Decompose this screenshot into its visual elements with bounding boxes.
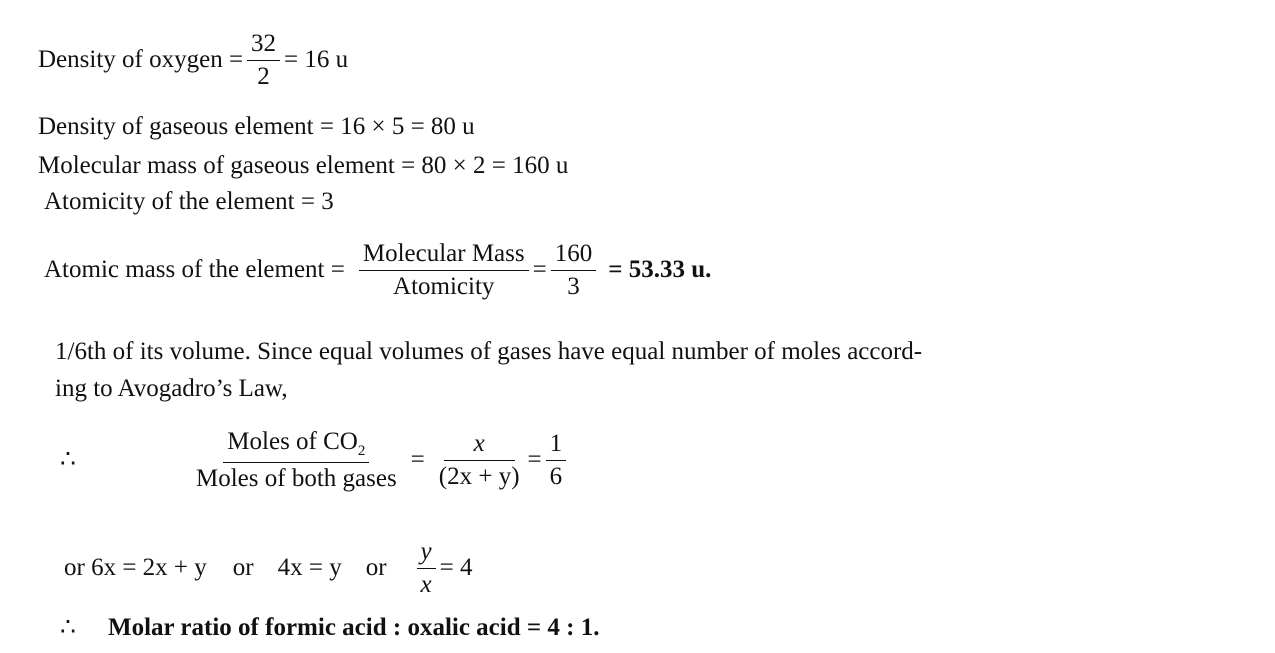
y-numerator: y: [417, 538, 436, 569]
moles-ratio-equals-1: =: [410, 446, 425, 474]
oxygen-density-label: Density of oxygen =: [38, 46, 244, 74]
gas-density-line: [38, 113, 475, 141]
atomic-mass-result: = 53.33 u.: [608, 256, 712, 284]
conclusion-line: [60, 614, 599, 642]
value-denominator: 3: [567, 272, 580, 300]
molecular-mass-line: [38, 152, 568, 180]
y-over-x-fraction: [417, 538, 436, 598]
x-denominator: (2x + y): [438, 462, 520, 490]
atomicity-denominator: Atomicity: [393, 272, 495, 300]
equation-result: = 4: [439, 554, 473, 582]
molecular-mass-numerator: Molecular Mass: [359, 240, 529, 271]
equation-part-3: 4x = y: [277, 554, 342, 582]
equation-part-4: or: [365, 554, 387, 582]
moles-co2-fraction: [192, 428, 401, 492]
oxygen-density-fraction: [247, 30, 280, 90]
atomic-mass-line: [44, 240, 711, 300]
equation-part-2: or: [232, 554, 254, 582]
conclusion-therefore: ∴: [60, 614, 76, 641]
atomic-mass-label: Atomic mass of the element =: [44, 256, 345, 284]
volume-text-line-2: [55, 375, 288, 403]
volume-text-2: ing to Avogadro’s Law,: [55, 375, 288, 402]
one-sixth-fraction: [546, 430, 567, 490]
molecular-mass-over-atomicity-fraction: [359, 240, 529, 300]
co2-subscript: 2: [357, 443, 366, 459]
x-denominator-2: x: [420, 570, 432, 598]
therefore-symbol: ∴: [60, 446, 76, 474]
gas-density-text: Density of gaseous element = 16 × 5 = 80 u: [38, 113, 475, 140]
moles-both-denominator: Moles of both gases: [196, 464, 397, 492]
x-numerator: x: [444, 430, 515, 461]
volume-text-line-1: [55, 338, 922, 366]
oxygen-density-numerator: 32: [247, 30, 280, 61]
equation-chain-line: [64, 538, 473, 598]
atomicity-text: Atomicity of the element = 3: [44, 188, 334, 215]
x-fraction: [435, 430, 524, 490]
volume-text-1: 1/6th of its volume. Since equal volumes of gases have equal number of moles accord-: [55, 338, 923, 365]
six-denominator: 6: [549, 462, 563, 490]
moles-co2-text: Moles of CO: [227, 428, 358, 455]
atomic-mass-equals: =: [532, 256, 547, 284]
equation-part-1: or 6x = 2x + y: [64, 554, 207, 582]
moles-co2-numerator: [223, 428, 369, 463]
oxygen-density-line: [38, 30, 348, 90]
conclusion-text: Molar ratio of formic acid : oxalic acid = 4 : 1.: [108, 614, 600, 641]
value-fraction: [551, 240, 597, 300]
atomicity-line: [44, 188, 334, 216]
moles-ratio-equals-2: =: [527, 446, 542, 474]
oxygen-density-result: = 16 u: [284, 46, 349, 74]
molecular-mass-text: Molecular mass of gaseous element = 80 × 2 = 160 u: [38, 152, 569, 179]
one-numerator: 1: [546, 430, 567, 461]
value-numerator: 160: [551, 240, 597, 271]
moles-ratio-line: [60, 428, 570, 492]
oxygen-density-denominator: 2: [257, 62, 270, 90]
